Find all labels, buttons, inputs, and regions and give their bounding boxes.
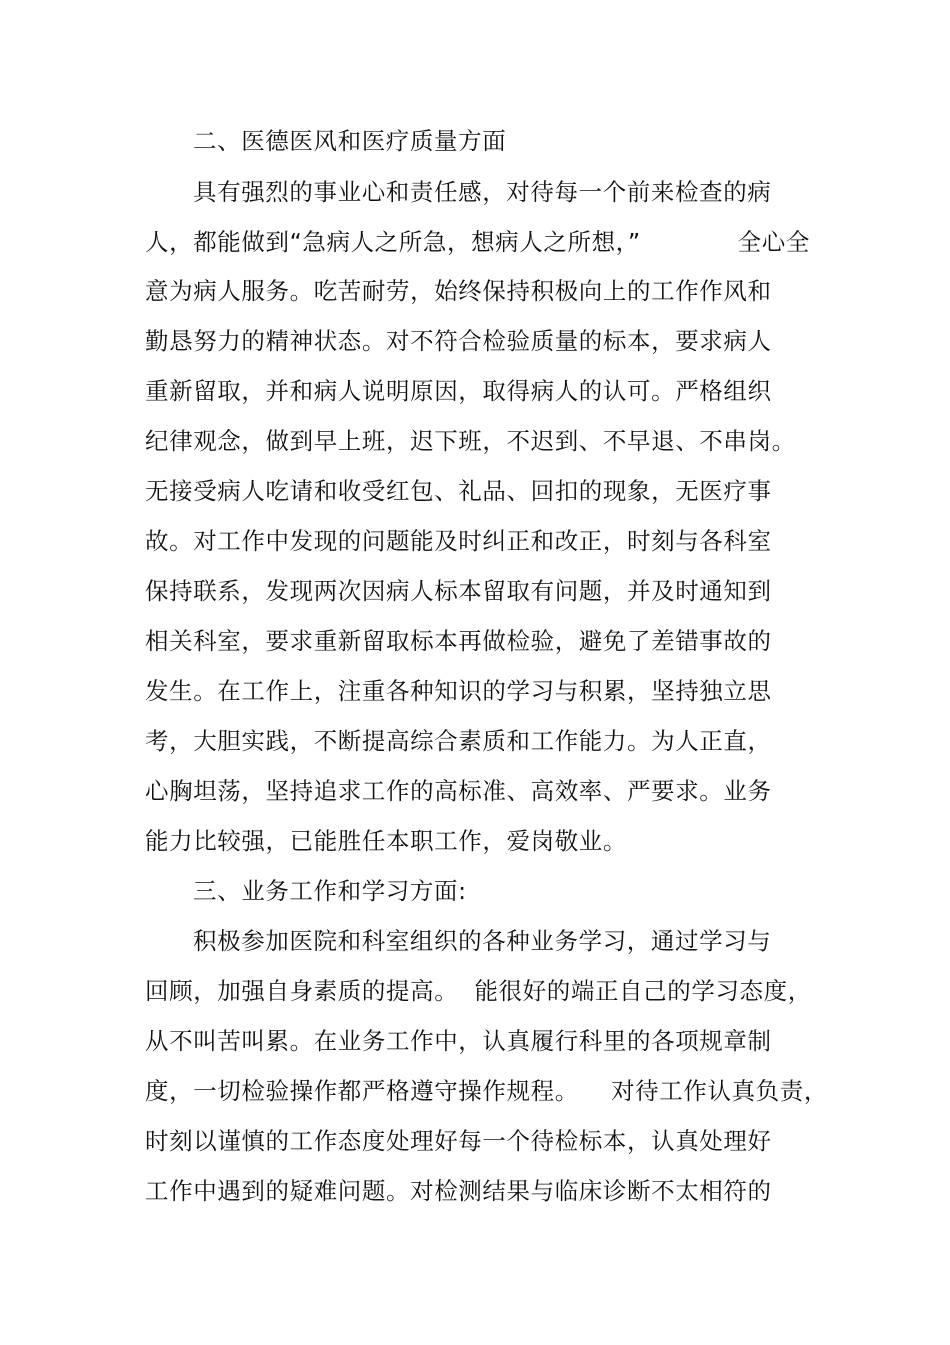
paragraph-line: 心胸坦荡，坚持追求工作的高标准、高效率、严要求。业务 [145,777,772,805]
paragraph-line: 发生。在工作上，注重各种知识的学习与积累，坚持独立思 [145,677,772,705]
paragraph-line: 积极参加医院和科室组织的各种业务学习，通过学习与 [193,927,772,955]
paragraph-line: 具有强烈的事业心和责任感，对待每一个前来检查的病 [193,178,772,206]
paragraph-line: 勤恳努力的精神状态。对不符合检验质量的标本，要求病人 [145,327,772,355]
paragraph-line: 能力比较强，已能胜任本职工作，爱岗敬业。 [145,827,627,855]
paragraph-line: 回顾，加强自身素质的提高。 能很好的端正自己的学习态度， [145,977,812,1005]
paragraph-line: 人，都能做到“急病人之所急，想病人之所想，” 全心全 [145,228,810,256]
paragraph-line: 时刻以谨慎的工作态度处理好每一个待检标本，认真处理好 [145,1127,772,1155]
paragraph-line: 故。对工作中发现的问题能及时纠正和改正，时刻与各科室 [145,527,772,555]
paragraph-line: 无接受病人吃请和收受红包、礼品、回扣的现象，无医疗事 [145,477,772,505]
paragraph-line: 从不叫苦叫累。在业务工作中，认真履行科里的各项规章制 [145,1027,772,1055]
paragraph-line: 工作中遇到的疑难问题。对检测结果与临床诊断不太相符的 [145,1177,772,1205]
paragraph-line: 度，一切检验操作都严格遵守操作规程。 对待工作认真负责， [145,1077,828,1105]
section-heading-2: 二、医德医风和医疗质量方面 [193,127,507,155]
paragraph-line: 重新留取，并和病人说明原因，取得病人的认可。严格组织 [145,377,772,405]
paragraph-line: 考，大胆实践，不断提高综合素质和工作能力。为人正直， [145,727,772,755]
paragraph-line: 相关科室，要求重新留取标本再做检验，避免了差错事故的 [145,627,772,655]
section-heading-3: 三、业务工作和学习方面: [193,877,467,905]
paragraph-line: 保持联系，发现两次因病人标本留取有问题，并及时通知到 [145,577,772,605]
paragraph-line: 纪律观念，做到早上班，迟下班，不迟到、不早退、不串岗。 [145,427,796,455]
paragraph-line: 意为病人服务。吃苦耐劳，始终保持积极向上的工作作风和 [145,277,772,305]
